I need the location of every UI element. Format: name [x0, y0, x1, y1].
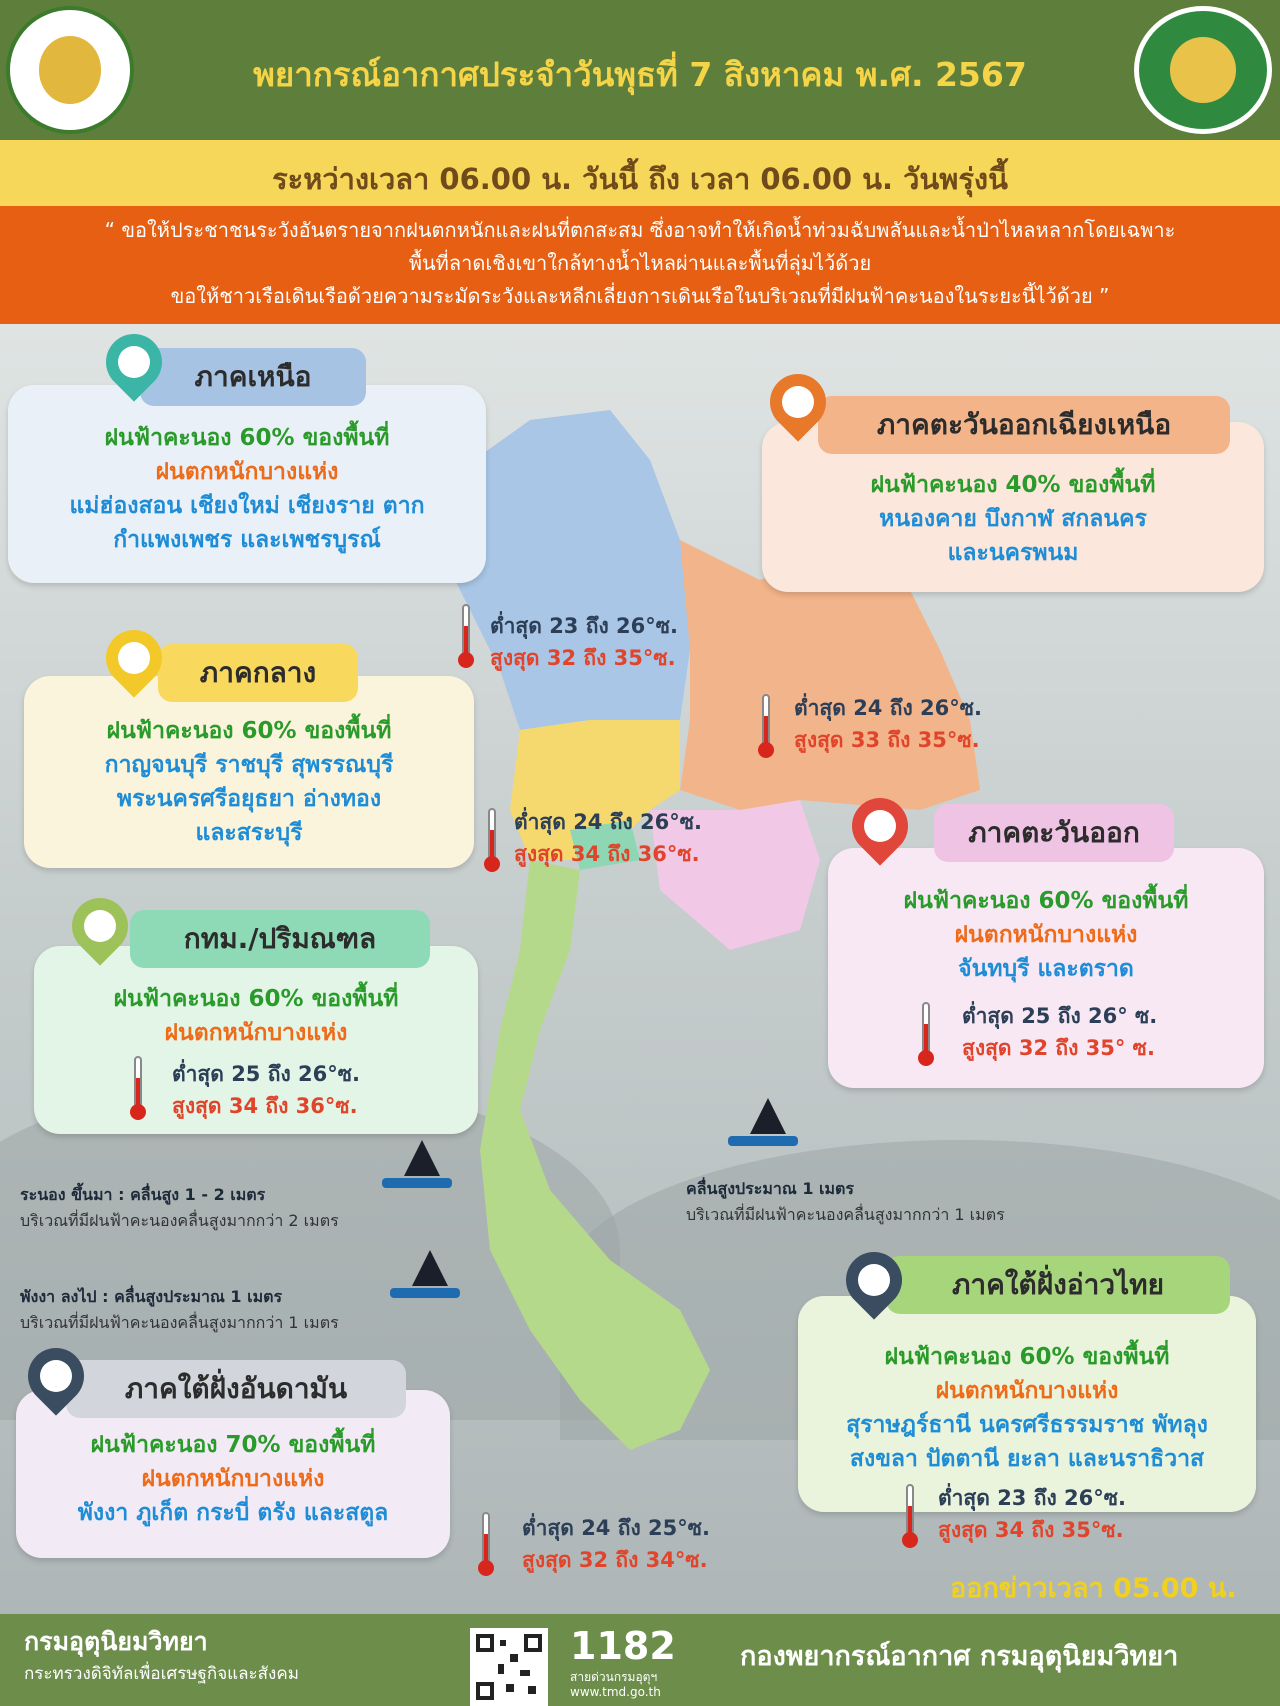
bangkok-temp — [172, 1058, 360, 1122]
south-andaman-rain: ฝนฟ้าคะนอง 70% ของพื้นที่ — [90, 1432, 376, 1458]
northeast-provinces-2: และนครพนม — [947, 540, 1079, 566]
region-central-card — [24, 676, 474, 868]
central-rain: ฝนฟ้าคะนอง 60% ของพื้นที่ — [106, 718, 392, 744]
wave-phangnga-title: พังงา ลงไป : คลื่นสูงประมาณ 1 เมตร — [20, 1287, 283, 1306]
thermometer-icon — [758, 694, 774, 758]
region-south-gulf-card — [798, 1296, 1256, 1512]
wave-gulf-title: คลื่นสูงประมาณ 1 เมตร — [686, 1179, 855, 1198]
wave-phangnga-note: บริเวณที่มีฝนฟ้าคะนองคลื่นสูงมากกว่า 1 เมตร — [20, 1313, 339, 1332]
south-andaman-tmin: ต่ำสุด 24 ถึง 25°ซ. — [522, 1516, 710, 1540]
thermometer-icon — [478, 1512, 494, 1576]
north-tmax: สูงสุด 32 ถึง 35°ซ. — [490, 646, 676, 670]
wave-gulf-note: บริเวณที่มีฝนฟ้าคะนองคลื่นสูงมากกว่า 1 เมตร — [686, 1205, 1005, 1224]
south-gulf-temp — [938, 1482, 1126, 1546]
hotline-info — [570, 1670, 661, 1700]
south-andaman-header: ภาคใต้ฝั่งอันดามัน — [66, 1360, 406, 1418]
ministry-logo — [6, 6, 134, 134]
tmd-logo — [1134, 6, 1272, 134]
south-andaman-tmax: สูงสุด 32 ถึง 34°ซ. — [522, 1548, 708, 1572]
central-provinces-1: กาญจนบุรี ราชบุรี สุพรรณบุรี — [104, 752, 394, 778]
sailboat-icon — [390, 1250, 460, 1300]
northeast-tmin: ต่ำสุด 24 ถึง 26°ซ. — [794, 696, 982, 720]
north-temp — [490, 610, 678, 674]
warning-line-3: ขอให้ชาวเรือเดินเรือด้วยความระมัดระวังและหลีกเลี่ยงการเดินเรือในบริเวณที่มีฝนฟ้าคะนองในระยะนี้ไว้ด้วย ” — [170, 284, 1110, 308]
thermometer-icon — [484, 808, 500, 872]
south-gulf-heavy: ฝนตกหนักบางแห่ง — [935, 1378, 1119, 1404]
south-gulf-provinces-2: สงขลา ปัตตานี ยะลา และนราธิวาส — [849, 1446, 1205, 1472]
bangkok-tmax: สูงสุด 34 ถึง 36°ซ. — [172, 1094, 358, 1118]
warning-line-2: พื้นที่ลาดเชิงเขาใกล้ทางน้ำไหลผ่านและพื้นที่ลุ่มไว้ด้วย — [408, 251, 872, 275]
south-gulf-tmax: สูงสุด 34 ถึง 35°ซ. — [938, 1518, 1124, 1542]
wave-ranong — [20, 1182, 339, 1234]
sailboat-icon — [382, 1140, 452, 1190]
south-gulf-tmin: ต่ำสุด 23 ถึง 26°ซ. — [938, 1486, 1126, 1510]
hotline-number: 1182 — [570, 1624, 676, 1668]
issued-time: ออกข่าวเวลา 05.00 น. — [950, 1573, 1237, 1604]
bangkok-rain: ฝนฟ้าคะนอง 60% ของพื้นที่ — [113, 986, 399, 1012]
north-rain: ฝนฟ้าคะนอง 60% ของพื้นที่ — [104, 425, 390, 451]
south-gulf-header: ภาคใต้ฝั่งอ่าวไทย — [886, 1256, 1230, 1314]
northeast-tmax: สูงสุด 33 ถึง 35°ซ. — [794, 728, 980, 752]
north-tmin: ต่ำสุด 23 ถึง 26°ซ. — [490, 614, 678, 638]
footer-division: กองพยากรณ์อากาศ กรมอุตุนิยมวิทยา — [740, 1641, 1179, 1672]
north-provinces-2: กำแพงเพชร และเพชรบูรณ์ — [113, 527, 381, 553]
east-rain: ฝนฟ้าคะนอง 60% ของพื้นที่ — [903, 888, 1189, 914]
northeast-provinces-1: หนองคาย บึงกาฬ สกลนคร — [879, 506, 1147, 532]
thermometer-icon — [130, 1056, 146, 1120]
region-south — [480, 860, 710, 1450]
thermometer-icon — [902, 1484, 918, 1548]
north-heavy: ฝนตกหนักบางแห่ง — [155, 459, 339, 485]
central-temp — [514, 806, 702, 870]
footer-ministry: กระทรวงดิจิทัลเพื่อเศรษฐกิจและสังคม — [24, 1664, 299, 1684]
south-andaman-provinces: พังงา ภูเก็ต กระบี่ ตรัง และสตูล — [77, 1500, 389, 1526]
north-header: ภาคเหนือ — [140, 348, 366, 406]
east-tmin: ต่ำสุด 25 ถึง 26° ซ. — [962, 1004, 1158, 1028]
north-provinces-1: แม่ฮ่องสอน เชียงใหม่ เชียงราย ตาก — [69, 493, 425, 519]
wave-ranong-title: ระนอง ขึ้นมา : คลื่นสูง 1 - 2 เมตร — [20, 1185, 266, 1204]
east-header: ภาคตะวันออก — [934, 804, 1174, 862]
page-title: พยากรณ์อากาศประจำวันพุธที่ 7 สิงหาคม พ.ศ. 2567 — [253, 55, 1027, 94]
south-gulf-provinces-1: สุราษฎร์ธานี นครศรีธรรมราช พัทลุง — [846, 1412, 1208, 1438]
bangkok-heavy: ฝนตกหนักบางแห่ง — [164, 1020, 348, 1046]
bangkok-header: กทม./ปริมณฑล — [130, 910, 430, 968]
wave-phangnga — [20, 1284, 339, 1336]
sailboat-icon — [728, 1098, 798, 1148]
south-gulf-rain: ฝนฟ้าคะนอง 60% ของพื้นที่ — [884, 1344, 1170, 1370]
central-provinces-2: พระนครศรีอยุธยา อ่างทอง — [116, 786, 382, 812]
east-temp — [962, 1000, 1157, 1064]
period-text: ระหว่างเวลา 06.00 น. วันนี้ ถึง เวลา 06.00 น. วันพรุ่งนี้ — [272, 162, 1008, 196]
qr-code[interactable] — [470, 1628, 548, 1706]
central-tmin: ต่ำสุด 24 ถึง 26°ซ. — [514, 810, 702, 834]
northeast-rain: ฝนฟ้าคะนอง 40% ของพื้นที่ — [870, 472, 1156, 498]
northeast-header: ภาคตะวันออกเฉียงเหนือ — [818, 396, 1230, 454]
region-north-card — [8, 385, 486, 583]
east-provinces: จันทบุรี และตราด — [958, 956, 1134, 982]
central-provinces-3: และสระบุรี — [195, 820, 303, 846]
east-heavy: ฝนตกหนักบางแห่ง — [954, 922, 1138, 948]
footer-dept: กรมอุตุนิยมวิทยา — [24, 1627, 208, 1656]
wave-ranong-note: บริเวณที่มีฝนฟ้าคะนองคลื่นสูงมากกว่า 2 เมตร — [20, 1211, 339, 1230]
wave-gulf — [686, 1176, 1005, 1228]
warning-text — [20, 214, 1260, 313]
website-link[interactable]: www.tmd.go.th — [570, 1685, 661, 1699]
south-andaman-temp — [522, 1512, 710, 1576]
hotline-label: สายด่วนกรมอุตุฯ — [570, 1670, 658, 1684]
northeast-temp — [794, 692, 982, 756]
central-tmax: สูงสุด 34 ถึง 36°ซ. — [514, 842, 700, 866]
south-andaman-heavy: ฝนตกหนักบางแห่ง — [141, 1466, 325, 1492]
thermometer-icon — [918, 1002, 934, 1066]
east-tmax: สูงสุด 32 ถึง 35° ซ. — [962, 1036, 1155, 1060]
bangkok-tmin: ต่ำสุด 25 ถึง 26°ซ. — [172, 1062, 360, 1086]
warning-line-1: “ ขอให้ประชาชนระวังอันตรายจากฝนตกหนักและฝนที่ตกสะสม ซึ่งอาจทำให้เกิดน้ำท่วมฉับพลันและน้ำป่าไหลหลากโดยเฉพาะ — [104, 218, 1176, 242]
thermometer-icon — [458, 604, 474, 668]
central-header: ภาคกลาง — [158, 644, 358, 702]
